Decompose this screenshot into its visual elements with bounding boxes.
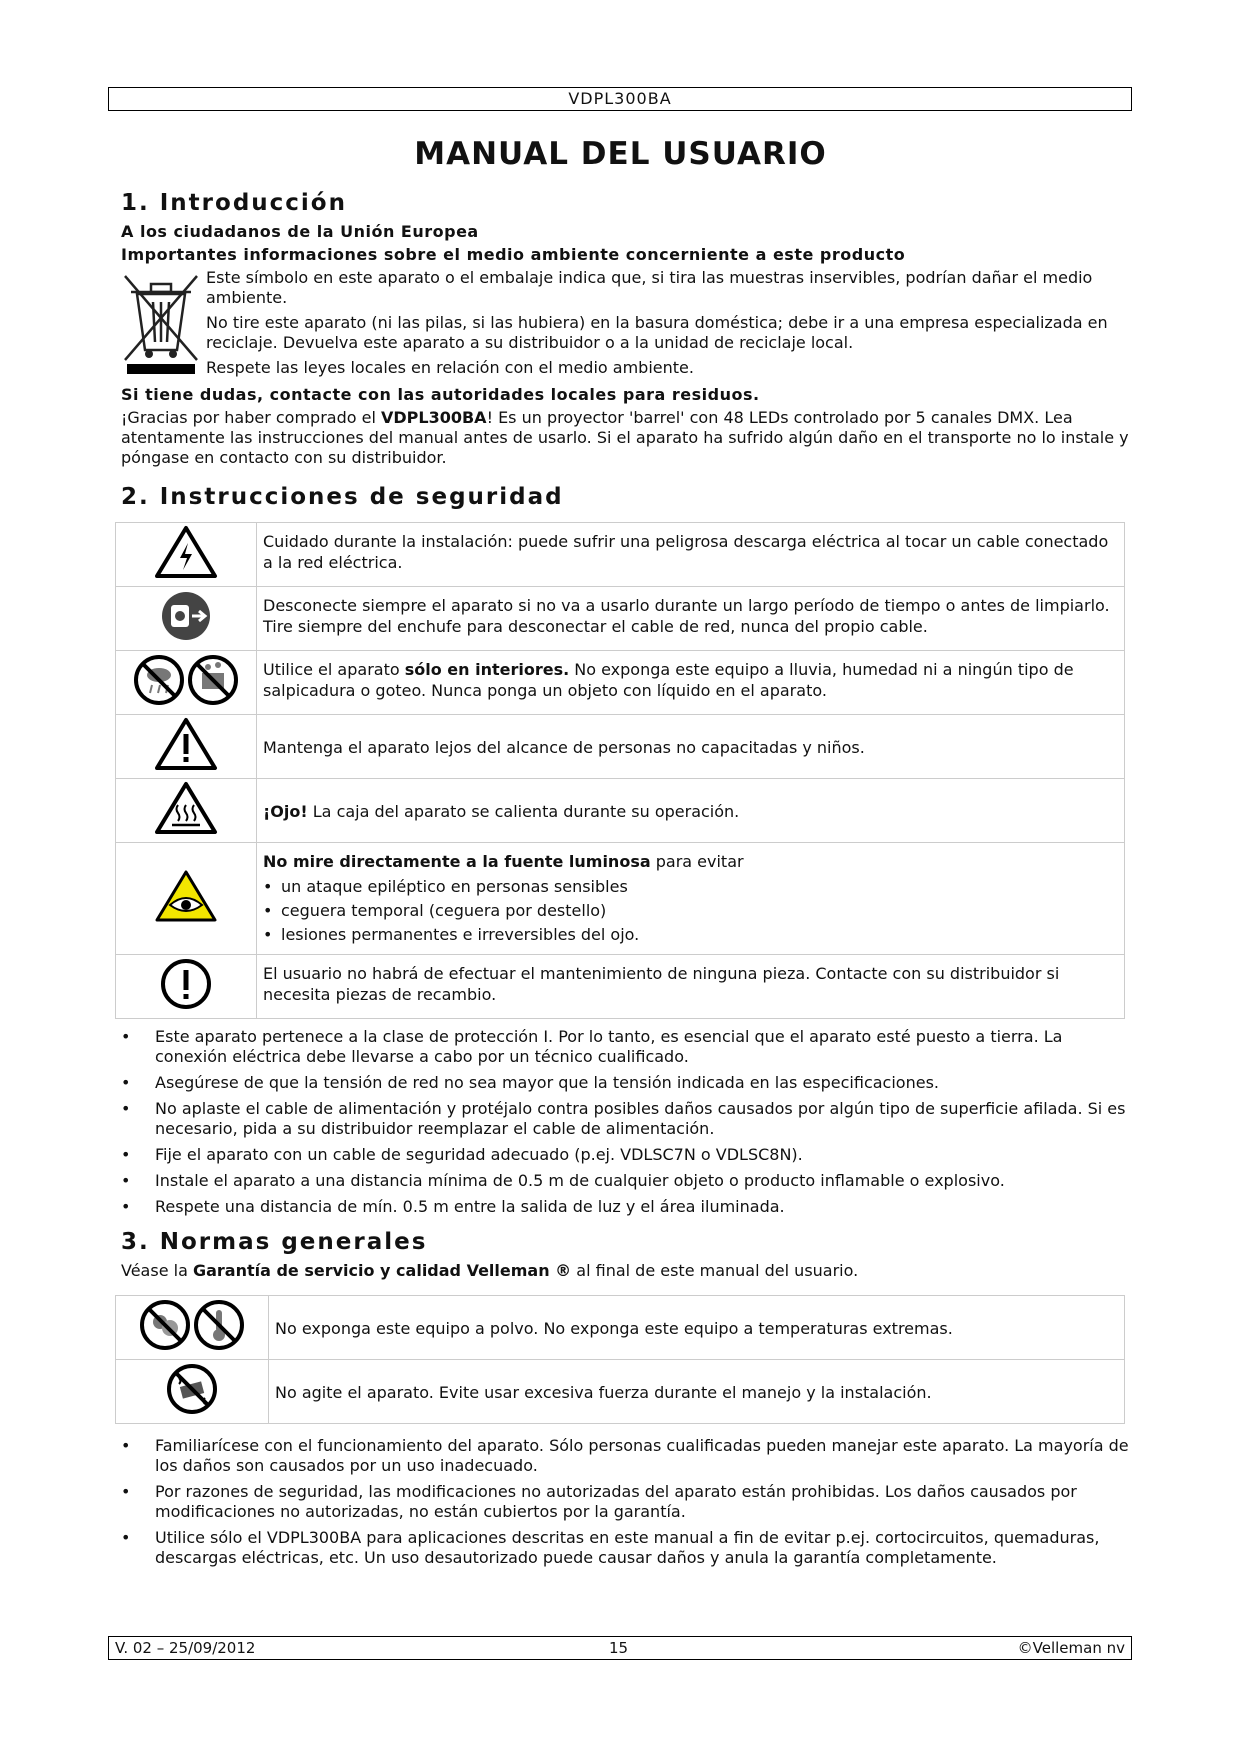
- general-row: [116, 1296, 1125, 1360]
- doubts-note: Si tiene dudas, contacte con las autoridades locales para residuos.: [121, 385, 760, 404]
- section1-heading: 1. Introducción: [121, 190, 347, 216]
- safety-row-text: Mantenga el aparato lejos del alcance de personas no capacitadas y niños.: [257, 715, 1125, 779]
- indoor-pre: Utilice el aparato: [263, 660, 405, 679]
- warranty-intro: [121, 1261, 1131, 1281]
- safety-row-text: Desconecte siempre el aparato si no va a usarlo durante un largo período de tiempo o antes de limpiarlo. Tire siempre del enchufe para desconectar el cable de red, nunca del propio cable.: [257, 587, 1125, 651]
- no-temperature-icon: [196, 1302, 242, 1348]
- safety-row: [116, 779, 1125, 843]
- list-item: • Fije el aparato con un cable de seguridad adecuado (p.ej. VDLSC7N o VDLSC8N).: [121, 1145, 1131, 1165]
- no-shaking-icon: [116, 1360, 269, 1424]
- weee-text: [205, 268, 1131, 383]
- warranty-post: al final de este manual del usuario.: [571, 1261, 859, 1280]
- weee-paragraph-2: No tire este aparato (ni las pilas, si las hubiera) en la basura doméstica; debe ir a una empresa especializada en reciclaje. Devuelva este aparato a su distribuidor o a la unidad de reciclaje local.: [206, 313, 1108, 352]
- no-rain-icon: [136, 657, 182, 703]
- general-bullets: [121, 1436, 1131, 1568]
- weee-block: [121, 268, 1131, 383]
- hot-surface-icon: [116, 779, 257, 843]
- weee-bin-icon: [121, 268, 205, 383]
- safety-row: [116, 843, 1125, 955]
- safety-row: [116, 955, 1125, 1019]
- indoor-bold: sólo en interiores.: [404, 660, 570, 679]
- list-item: • Asegúrese de que la tensión de red no sea mayor que la tensión indicada en las especificaciones.: [121, 1073, 1131, 1093]
- list-item: • No aplaste el cable de alimentación y protéjalo contra posibles daños causados por algún tipo de superficie afilada. Si es necesario, pida a su distribuidor reemplazar el cable de alimentación.: [121, 1099, 1131, 1139]
- warranty-bold: Garantía de servicio y calidad Velleman ®: [192, 1261, 572, 1280]
- hot-post: La caja del aparato se calienta durante su operación.: [307, 802, 740, 821]
- thanks-post: ! Es un proyector 'barrel' con 48 LEDs controlado por 5 canales DMX. Lea atentamente las instrucciones del manual antes de usarlo. Si el aparato ha sufrido algún daño en el transporte no lo instale y póngase en contacto con su distribuidor.: [121, 408, 1129, 467]
- warranty-pre: Véase la: [121, 1261, 193, 1280]
- eye-hazard-list: [263, 876, 1118, 945]
- list-item: • Respete una distancia de mín. 0.5 m entre la salida de luz y el área iluminada.: [121, 1197, 1131, 1217]
- eye-bold: No mire directamente a la fuente luminosa: [263, 852, 651, 871]
- safety-bullets: [121, 1027, 1131, 1217]
- list-item: • Por razones de seguridad, las modificaciones no autorizadas del aparato están prohibidas. Los daños causados por modificaciones no autorizadas, no están cubiertos por la garantía.: [121, 1482, 1131, 1522]
- safety-row-text: [257, 651, 1125, 715]
- safety-row: [116, 523, 1125, 587]
- safety-row-text: El usuario no habrá de efectuar el mantenimiento de ninguna pieza. Contacte con su distribuidor si necesita piezas de recambio.: [257, 955, 1125, 1019]
- section3-heading: 3. Normas generales: [121, 1229, 428, 1255]
- list-item: • Utilice sólo el VDPL300BA para aplicaciones descritas en este manual a fin de evitar p.ej. cortocircuitos, quemaduras, descargas eléctricas, etc. Un uso desautorizado puede causar daños y anula la garantía completamente.: [121, 1528, 1131, 1568]
- safety-row: [116, 715, 1125, 779]
- safety-row-text: Cuidado durante la instalación: puede sufrir una peligrosa descarga eléctrica al tocar un cable conectado a la red eléctrica.: [257, 523, 1125, 587]
- thanks-model: VDPL300BA: [381, 408, 487, 427]
- safety-row: [116, 587, 1125, 651]
- thanks-paragraph: [121, 408, 1131, 468]
- general-table: [115, 1295, 1125, 1424]
- general-row: [116, 1360, 1125, 1424]
- thanks-pre: ¡Gracias por haber comprado el: [121, 408, 381, 427]
- list-item: • Instale el aparato a una distancia mínima de 0.5 m de cualquier objeto o producto inflamable o explosivo.: [121, 1171, 1131, 1191]
- weee-paragraph-1: Este símbolo en este aparato o el embalaje indica que, si tira las muestras inservibles, podrían dañar el medio ambiente.: [206, 268, 1093, 307]
- hot-bold: ¡Ojo!: [263, 802, 308, 821]
- footer-page-number: 15: [609, 1639, 629, 1657]
- general-row-text: No agite el aparato. Evite usar excesiva fuerza durante el manejo y la instalación.: [269, 1360, 1125, 1424]
- page-title: MANUAL DEL USUARIO: [414, 136, 827, 172]
- weee-paragraph-3: Respete las leyes locales en relación con el medio ambiente.: [206, 358, 694, 377]
- exclamation-circle-icon: [116, 955, 257, 1019]
- list-item: • Familiarícese con el funcionamiento del aparato. Sólo personas cualificadas pueden manejar este aparato. La mayoría de los daños son causados por un uso inadecuado.: [121, 1436, 1131, 1476]
- electric-shock-warning-icon: [116, 523, 257, 587]
- footer-copyright: ©Velleman nv: [1017, 1639, 1125, 1657]
- no-dust-no-temperature-icons: [116, 1296, 269, 1360]
- page-header: [108, 87, 1132, 111]
- general-warning-icon: [116, 715, 257, 779]
- eye-hazard-icon: [116, 843, 257, 955]
- no-splash-icon: [190, 657, 236, 703]
- unplug-icon: [116, 587, 257, 651]
- safety-row-text: [257, 843, 1125, 955]
- list-item: • Este aparato pertenece a la clase de protección I. Por lo tanto, es esencial que el aparato esté puesto a tierra. La conexión eléctrica debe llevarse a cabo por un técnico cualificado.: [121, 1027, 1131, 1067]
- header-model: VDPL300BA: [568, 89, 672, 108]
- eu-heading: A los ciudadanos de la Unión Europea: [121, 222, 479, 241]
- footer-version: V. 02 – 25/09/2012: [115, 1639, 256, 1657]
- list-item: • ceguera temporal (ceguera por destello): [263, 900, 1118, 921]
- indoor-use-icons: [116, 651, 257, 715]
- env-heading: Importantes informaciones sobre el medio ambiente concerniente a este producto: [121, 245, 906, 264]
- indoor-post: No exponga este equipo a lluvia, humedad ni a ningún tipo de salpicadura o goteo. Nunca ponga un objeto con líquido en el aparato.: [263, 660, 1074, 700]
- general-row-text: No exponga este equipo a polvo. No exponga este equipo a temperaturas extremas.: [269, 1296, 1125, 1360]
- content: [121, 190, 1131, 1574]
- page-footer: [108, 1636, 1132, 1660]
- list-item: • un ataque epiléptico en personas sensibles: [263, 876, 1118, 897]
- no-dust-icon: [142, 1302, 188, 1348]
- list-item: • lesiones permanentes e irreversibles del ojo.: [263, 924, 1118, 945]
- safety-row-text: [257, 779, 1125, 843]
- safety-row: [116, 651, 1125, 715]
- section2-heading: 2. Instrucciones de seguridad: [121, 484, 564, 510]
- eye-post: para evitar: [650, 852, 744, 871]
- safety-table: [115, 522, 1125, 1019]
